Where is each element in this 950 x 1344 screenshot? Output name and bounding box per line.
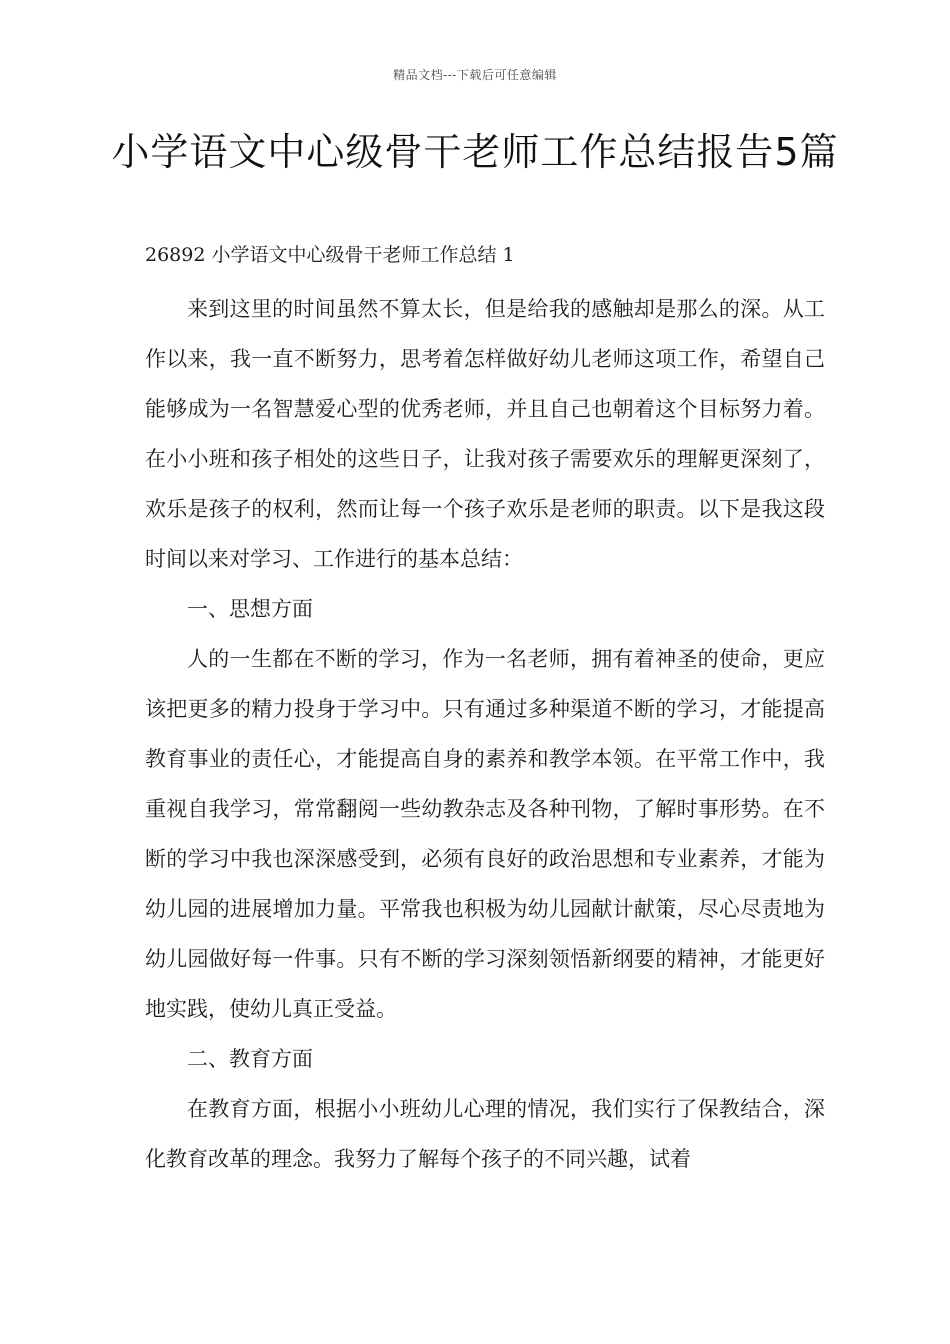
paragraph-thought: 人的一生都在不断的学习，作为一名老师，拥有着神圣的使命，更应该把更多的精力投身于学习中。只有通过多种渠道不断的学习，才能提高教育事业的责任心，才能提高自身的素养和教学本领。在平常工作中，我重视自我学习，常常翻阅一些幼教杂志及各种刊物，了解时事形势。在不断的学习中我也深深感受到，必须有良好的政治思想和专业素养，才能为幼儿园的进展增加力量。平常我也积极为幼儿园献计献策，尽心尽责地为幼儿园做好每一件事。只有不断的学习深刻领悟新纲要的精神，才能更好地实践，使幼儿真正受益。 bbox=[145, 647, 825, 1021]
body-text bbox=[145, 284, 825, 1184]
document-title: 小学语文中心级骨干老师工作总结报告5篇 bbox=[111, 130, 839, 174]
section-subtitle: 26892 小学语文中心级骨干老师工作总结 1 bbox=[145, 244, 515, 266]
header-note: 精品文档---下载后可任意编辑 bbox=[393, 68, 557, 82]
paragraph-intro: 来到这里的时间虽然不算太长，但是给我的感触却是那么的深。从工作以来，我一直不断努力，思考着怎样做好幼儿老师这项工作，希望自己能够成为一名智慧爱心型的优秀老师，并且自己也朝着这个目标努力着。在小小班和孩子相处的这些日子，让我对孩子需要欢乐的理解更深刻了，欢乐是孩子的权利，然而让每一个孩子欢乐是老师的职责。以下是我这段时间以来对学习、工作进行的基本总结： bbox=[145, 297, 825, 571]
section-heading-education: 二、教育方面 bbox=[187, 1047, 313, 1071]
paragraph-education: 在教育方面，根据小小班幼儿心理的情况，我们实行了保教结合，深化教育改革的理念。我努力了解每个孩子的不同兴趣，试着 bbox=[145, 1097, 825, 1171]
section-heading-thought: 一、思想方面 bbox=[187, 597, 313, 621]
